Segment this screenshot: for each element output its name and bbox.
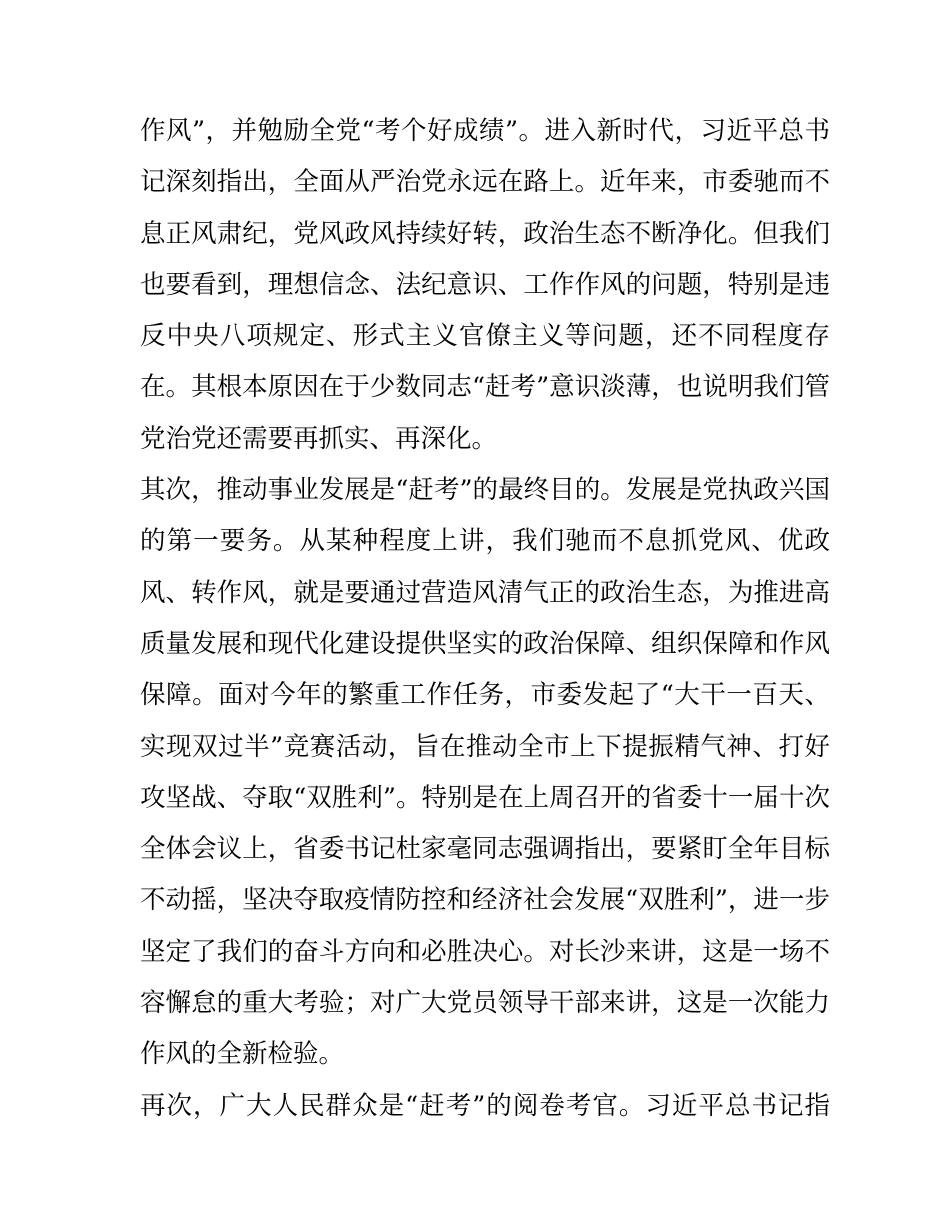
text-line: 记深刻指出，全面从严治党永远在路上。近年来，市委驰而不 [140, 167, 830, 198]
body-text [140, 106, 830, 1132]
text-line: 其次，推动事业发展是“赶考”的最终目的。发展是党执政兴国 [140, 475, 830, 506]
text-line: 在。其根本原因在于少数同志“赶考”意识淡薄，也说明我们管 [140, 372, 830, 403]
text-line: 作风的全新检验。 [140, 1039, 345, 1070]
text-line: 的第一要务。从某种程度上讲，我们驰而不息抓党风、优政 [140, 526, 830, 557]
text-line: 息正风肃纪，党风政风持续好转，政治生态不断净化。但我们 [140, 218, 830, 249]
text-line: 容懈怠的重大考验；对广大党员领导干部来讲，这是一次能力 [140, 988, 830, 1019]
text-line: 党治党还需要再抓实、再深化。 [140, 423, 498, 454]
text-line: 坚定了我们的奋斗方向和必胜决心。对长沙来讲，这是一场不 [140, 936, 830, 967]
text-line: 也要看到，理想信念、法纪意识、工作作风的问题，特别是违 [140, 269, 830, 300]
text-line: 实现双过半”竞赛活动，旨在推动全市上下提振精气神、打好 [140, 731, 830, 762]
text-line: 不动摇，坚决夺取疫情防控和经济社会发展“双胜利”，进一步 [140, 885, 830, 916]
text-line: 全体会议上，省委书记杜家毫同志强调指出，要紧盯全年目标 [140, 834, 830, 865]
text-line: 反中央八项规定、形式主义官僚主义等问题，还不同程度存 [140, 321, 830, 352]
text-line: 保障。面对今年的繁重工作任务，市委发起了“大干一百天、 [140, 680, 830, 711]
text-line: 质量发展和现代化建设提供坚实的政治保障、组织保障和作风 [140, 628, 830, 659]
text-line: 风、转作风，就是要通过营造风清气正的政治生态，为推进高 [140, 577, 830, 608]
text-line: 再次，广大人民群众是“赶考”的阅卷考官。习近平总书记指 [140, 1090, 830, 1121]
text-line: 作风”，并勉励全党“考个好成绩”。进入新时代，习近平总书 [140, 116, 830, 146]
text-line: 攻坚战、夺取“双胜利”。特别是在上周召开的省委十一届十次 [140, 782, 830, 813]
